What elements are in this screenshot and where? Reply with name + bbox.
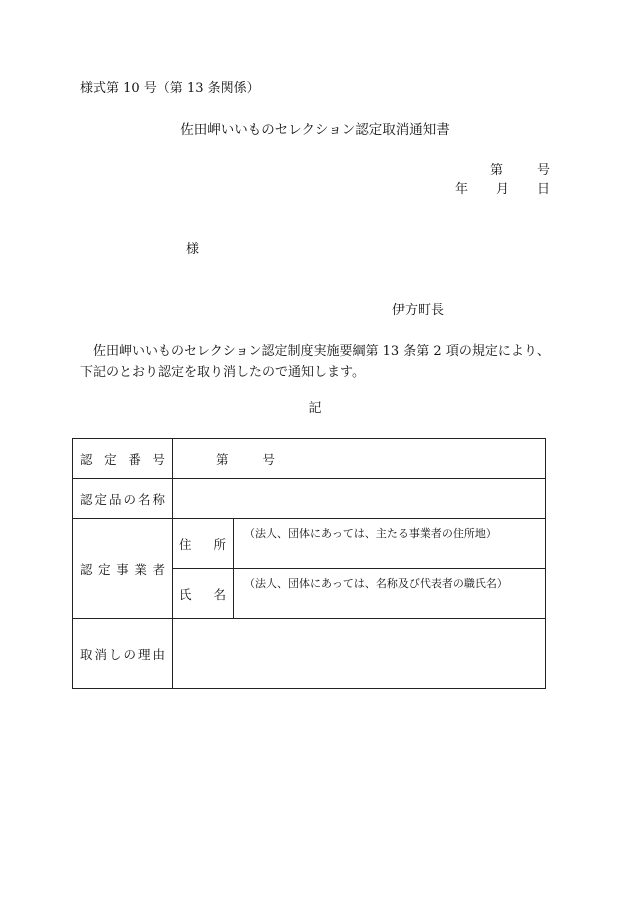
issue-date: [455, 183, 550, 196]
ki-heading: 記: [308, 401, 322, 416]
detail-table: [72, 438, 546, 689]
cert-number-label: 認定番号: [73, 439, 173, 479]
addressee-suffix: 様: [186, 242, 200, 257]
date-month: 月: [495, 182, 509, 197]
name-note: （法人、団体にあっては、名称及び代表者の職氏名）: [244, 577, 508, 590]
date-day: 日: [536, 182, 550, 197]
product-name-label: 認定品の名称: [73, 479, 173, 519]
row-reason: [73, 619, 546, 689]
business-label: 認定事業者: [73, 519, 173, 619]
address-label: 住所: [173, 519, 234, 569]
row-product-name: [73, 479, 546, 519]
row-cert-number: [73, 439, 546, 479]
document-number: [490, 164, 550, 177]
body-text: 佐田岬いいものセレクション認定制度実施要綱第 13 条第 2 項の規定により、下記のとおり認定を取り消したので通知します。: [80, 344, 550, 380]
issuer-name: 伊方町長: [392, 303, 445, 318]
cert-number-value: [173, 439, 546, 479]
name-value: [234, 569, 546, 619]
address-value: [234, 519, 546, 569]
document-title: 佐田岬いいものセレクション認定取消通知書: [180, 122, 450, 138]
cert-number-dai: 第: [216, 451, 229, 467]
address-note: （法人、団体にあっては、主たる事業者の住所地）: [244, 527, 497, 540]
reason-value: [173, 619, 546, 689]
cert-number-go: 号: [262, 451, 276, 467]
row-address: [73, 519, 546, 569]
form-number: 様式第 10 号（第 13 条関係）: [80, 81, 260, 96]
name-label: 氏名: [173, 569, 234, 619]
product-name-value: [173, 479, 546, 519]
reason-label: 取消しの理由: [73, 619, 173, 689]
date-year: 年: [454, 182, 468, 197]
document-number-dai: 第: [489, 163, 503, 178]
document-number-go: 号: [536, 163, 550, 178]
